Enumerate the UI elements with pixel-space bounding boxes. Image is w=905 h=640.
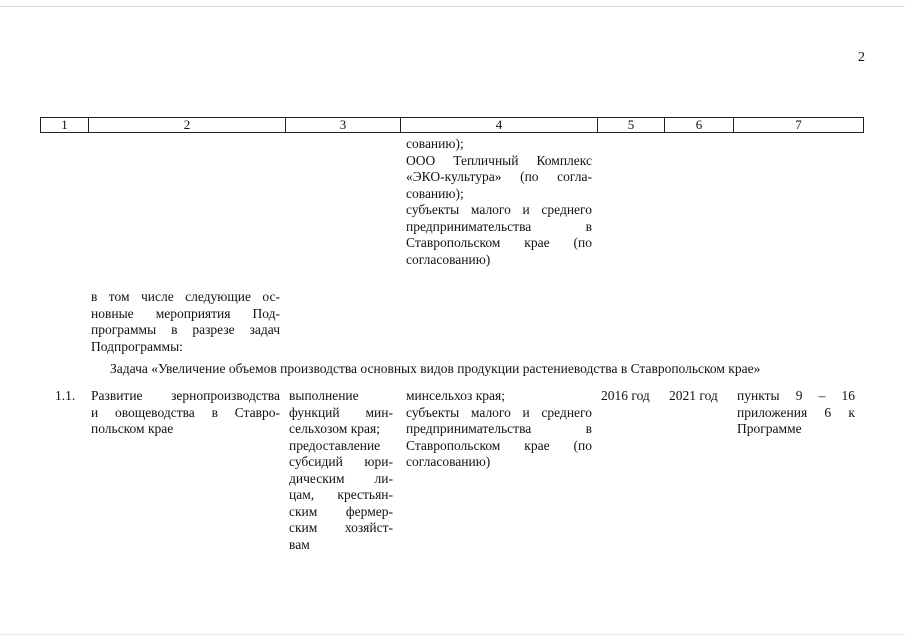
continuation-line: сованию);: [406, 185, 464, 201]
measure-name-line: и овощеводства в Ставро-: [91, 404, 280, 420]
program-link: [737, 388, 855, 438]
measure-type-line: ским хозяйст-: [289, 520, 393, 535]
header-col-2: 2: [88, 117, 286, 133]
continuation-line: сованию);: [406, 136, 464, 151]
continuation-executors: [406, 136, 592, 268]
continuation-line: согласованию): [406, 251, 491, 267]
continuation-line: субъекты малого и среднего: [406, 202, 592, 217]
program-link-line: пункты 9 – 16: [737, 388, 855, 403]
executors-line: минсельхоз края;: [406, 388, 505, 403]
measure-type-line: функций мин-: [289, 404, 393, 420]
executors-line: субъекты малого и среднего: [406, 404, 592, 420]
measure-type: [289, 388, 393, 553]
subheading-line: новные мероприятия Под-: [91, 305, 280, 321]
continuation-line: Ставропольском крае (по: [406, 235, 592, 250]
page-number: 2: [858, 50, 865, 65]
measure-type-line: цам, крестьян-: [289, 487, 393, 502]
header-col-6: 6: [664, 117, 734, 133]
executors-line: согласованию): [406, 454, 491, 469]
measure-name: [91, 388, 280, 438]
row-number: 1.1.: [55, 388, 76, 403]
executors-line: предпринимательства в: [406, 421, 592, 436]
continuation-line: ООО Тепличный Комплекс: [406, 152, 592, 168]
measure-type-line: выполнение: [289, 388, 359, 403]
measure-type-line: субсидий юри-: [289, 454, 393, 469]
header-col-7: 7: [733, 117, 864, 133]
subheading-line: в том числе следующие ос-: [91, 289, 280, 304]
header-col-5: 5: [597, 117, 665, 133]
scan-artifact-top: [0, 6, 905, 7]
program-link-line: приложения 6 к: [737, 404, 855, 420]
subheading-line: программы в разрезе задач: [91, 322, 280, 337]
measure-type-line: вам: [289, 536, 310, 552]
measure-type-line: сельхозом края;: [289, 421, 380, 436]
header-col-4: 4: [400, 117, 598, 133]
executors-line: Ставропольском крае (по: [406, 437, 592, 453]
continuation-line: «ЭКО-культура» (по согла-: [406, 169, 592, 184]
scan-artifact-bottom: [0, 634, 905, 635]
start-year: 2016 год: [601, 388, 650, 403]
task-heading: Задача «Увеличение объемов производства основных видов продукции растениеводства в Ставропольском крае»: [110, 361, 761, 376]
subheading-line: Подпрограммы:: [91, 338, 183, 354]
measure-name-line: польском крае: [91, 421, 174, 436]
program-link-line: Программе: [737, 421, 802, 436]
continuation-line: предпринимательства в: [406, 218, 592, 234]
subheading: [91, 289, 280, 355]
header-col-3: 3: [285, 117, 401, 133]
measure-type-line: ским фермер-: [289, 503, 393, 519]
measure-executors: [406, 388, 592, 471]
measure-type-line: дическим ли-: [289, 470, 393, 486]
end-year: 2021 год: [669, 388, 718, 403]
measure-type-line: предоставление: [289, 437, 381, 453]
header-col-1: 1: [40, 117, 89, 133]
measure-name-line: Развитие зернопроизводства: [91, 388, 280, 403]
